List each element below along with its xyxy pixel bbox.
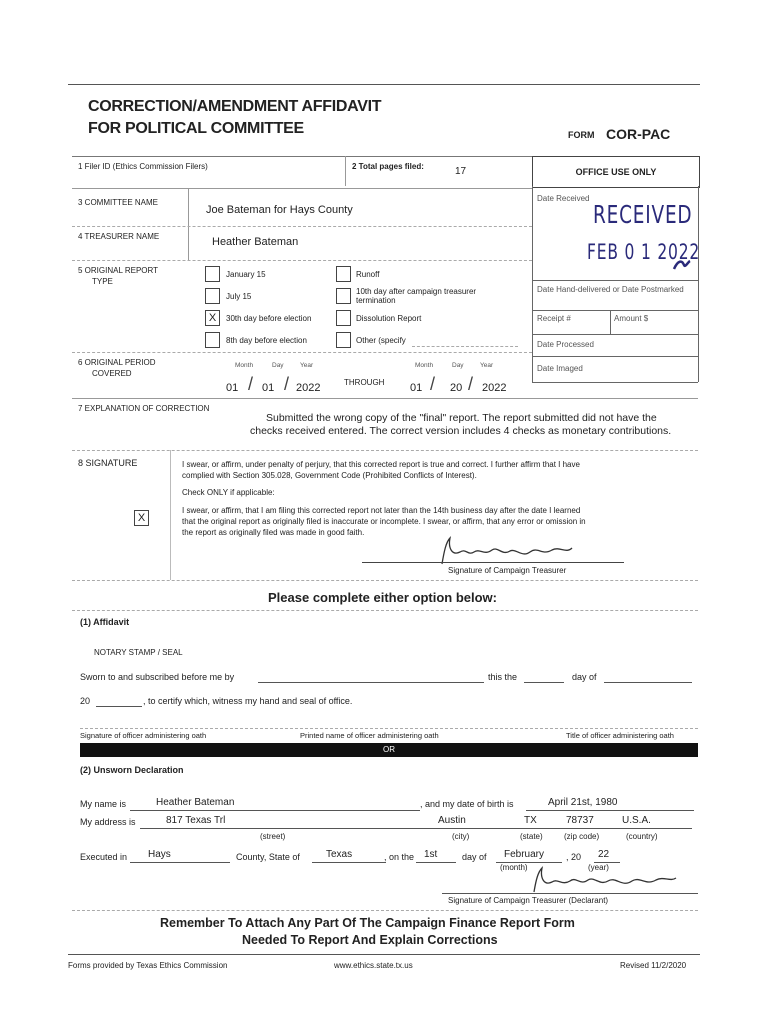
street-caption: (street) — [260, 832, 286, 841]
day-line — [416, 862, 456, 863]
to-year[interactable]: 2022 — [482, 382, 507, 394]
period-label: 6 ORIGINAL PERIOD — [78, 358, 156, 367]
committee-name-label: 3 COMMITTEE NAME — [78, 198, 159, 207]
from-day[interactable]: 01 — [262, 382, 275, 394]
divider — [72, 910, 698, 911]
checkbox-good-faith[interactable]: X — [134, 510, 149, 526]
date-received-label: Date Received — [537, 194, 590, 203]
divider — [72, 610, 698, 611]
divider — [698, 186, 699, 382]
revised-date: Revised 11/2/2020 — [620, 961, 687, 970]
divider — [72, 352, 532, 353]
city-value[interactable]: Austin — [438, 815, 466, 826]
title-officer-caption: Title of officer administering oath — [566, 731, 674, 740]
county-line — [130, 862, 230, 863]
state-name[interactable]: Texas — [326, 849, 353, 860]
year-prefix: 20 — [80, 696, 91, 706]
filer-id-label: 1 Filer ID (Ethics Commission Filers) — [78, 162, 208, 171]
checkbox-10th-day[interactable] — [336, 288, 351, 304]
state-line — [312, 862, 386, 863]
svg-text:Bateman: Bateman — [572, 892, 577, 893]
month-caption: Month — [235, 362, 254, 369]
my-name-is: My name is — [80, 799, 127, 809]
report-type-label: 5 ORIGINAL REPORT — [78, 266, 159, 275]
dob-line — [526, 810, 694, 811]
zip-caption: (zip code) — [564, 832, 600, 841]
received-date-stamp: FEB 0 1 2022 — [587, 240, 701, 264]
country-value[interactable]: U.S.A. — [622, 815, 651, 826]
divider — [72, 188, 532, 189]
year-caption-decl: (year) — [588, 863, 609, 872]
sig-text1: I swear, or affirm, under penalty of perjury, that this corrected report is true and correct. I further affirm that I have — [182, 460, 580, 469]
explanation-line2[interactable]: checks received entered. The correct version includes 4 checks as monetary contributions. — [250, 425, 672, 437]
sig-officer-caption: Signature of officer administering oath — [80, 731, 207, 740]
checkbox-30th-day[interactable]: X — [205, 310, 220, 326]
unsworn-title: (2) Unsworn Declaration — [80, 765, 184, 775]
option-january-15: January 15 — [226, 270, 266, 279]
sworn-text: Sworn to and subscribed before me by — [80, 672, 235, 682]
declarant-signature-line[interactable] — [442, 893, 698, 894]
executed-in: Executed in — [80, 852, 128, 862]
sig-text5: the report as originally filed was made in good faith. — [182, 528, 365, 537]
sig-text3: I swear, or affirm, that I am filing this corrected report not later than the 14th business day after the date I learned — [182, 506, 581, 515]
year-caption-2: Year — [480, 362, 494, 369]
treasurer-name-value[interactable]: Heather Bateman — [212, 236, 299, 248]
checkbox-8th-day[interactable] — [205, 332, 220, 348]
hand-delivered-label: Date Hand-delivered or Date Postmarked — [537, 285, 684, 294]
month-caption-decl: (month) — [500, 863, 528, 872]
this-the: this the — [488, 672, 518, 682]
sworn-year-line[interactable] — [96, 706, 142, 707]
day-value[interactable]: 1st — [424, 849, 438, 860]
or-separator: OR — [80, 743, 698, 757]
date-imaged-label: Date Imaged — [537, 364, 583, 373]
divider — [532, 280, 698, 281]
from-month[interactable]: 01 — [226, 382, 239, 394]
declarant-name[interactable]: Heather Bateman — [156, 797, 235, 808]
checkbox-july-15[interactable] — [205, 288, 220, 304]
office-use-header — [532, 156, 700, 188]
option-july-15: July 15 — [226, 292, 252, 301]
year-comma: , 20 — [566, 852, 582, 862]
svg-text:Bateman: Bateman — [480, 562, 485, 563]
divider — [532, 356, 698, 357]
sig-text2: complied with Section 305.028, Government Code (Prohibited Conflicts of Interest). — [182, 471, 477, 480]
address-label: My address is — [80, 817, 136, 827]
sworn-name-line[interactable] — [258, 682, 484, 683]
form-title-line1: CORRECTION/AMENDMENT AFFIDAVIT — [88, 98, 382, 115]
treasurer-name-label: 4 TREASURER NAME — [78, 232, 160, 241]
checkbox-january-15[interactable] — [205, 266, 220, 282]
sworn-month-line[interactable] — [604, 682, 692, 683]
certify-text: , to certify which, witness my hand and seal of office. — [143, 696, 353, 706]
check-only: Check ONLY if applicable: — [182, 488, 275, 497]
option-8th-day: 8th day before election — [226, 336, 307, 345]
option-30th-day: 30th day before election — [226, 314, 312, 323]
divider — [610, 310, 611, 334]
on-the: , on the — [384, 852, 415, 862]
divider — [72, 580, 698, 581]
divider — [532, 310, 698, 311]
signature-caption: Signature of Campaign Treasurer — [448, 566, 567, 575]
name-line — [130, 810, 420, 811]
declarant-signature — [524, 866, 684, 896]
sig-text4: that the original report as originally filed is inaccurate or incomplete. I swear, or affirm, that any error or omission in — [182, 517, 586, 526]
explanation-label: 7 EXPLANATION OF CORRECTION — [78, 404, 210, 413]
from-year[interactable]: 2022 — [296, 382, 321, 394]
state-value[interactable]: TX — [524, 815, 537, 826]
form-title-line2: FOR POLITICAL COMMITTEE — [88, 120, 304, 137]
street-value[interactable]: 817 Texas Trl — [166, 815, 226, 826]
day-of: day of — [572, 672, 597, 682]
divider — [72, 398, 698, 399]
options-heading: Please complete either option below: — [268, 590, 497, 605]
country-caption: (country) — [626, 832, 658, 841]
divider — [532, 186, 533, 382]
zip-value[interactable]: 78737 — [566, 815, 594, 826]
to-month[interactable]: 01 — [410, 382, 423, 394]
signature-label: 8 SIGNATURE — [78, 458, 138, 468]
received-stamp: RECEIVED — [593, 200, 693, 229]
checkbox-runoff[interactable] — [336, 266, 351, 282]
form-code: COR-PAC — [606, 126, 671, 142]
notary-label: NOTARY STAMP / SEAL — [94, 648, 183, 657]
dob-value[interactable]: April 21st, 1980 — [548, 797, 618, 808]
period-label2: COVERED — [92, 369, 132, 378]
option-dissolution: Dissolution Report — [356, 314, 422, 323]
divider — [170, 450, 171, 580]
divider — [345, 156, 346, 186]
option-runoff: Runoff — [356, 270, 380, 279]
divider — [72, 260, 532, 261]
option-other: Other (specify — [356, 336, 406, 345]
year-caption: Year — [300, 362, 314, 369]
divider — [532, 334, 698, 335]
checkbox-other[interactable] — [336, 332, 351, 348]
explanation-line1[interactable]: Submitted the wrong copy of the "final" report. The report submitted did not have the — [266, 412, 657, 424]
county-state: County, State of — [236, 852, 300, 862]
receipt-label: Receipt # — [537, 314, 571, 323]
dob-label: , and my date of birth is — [420, 799, 514, 809]
year-value[interactable]: 22 — [598, 849, 610, 860]
committee-name-value[interactable]: Joe Bateman for Hays County — [206, 204, 353, 216]
day-caption: Day — [272, 362, 284, 369]
form-label: FORM — [568, 130, 595, 140]
divider — [72, 450, 698, 451]
remember-line1: Remember To Attach Any Part Of The Campaign Finance Report Form — [160, 916, 575, 930]
divider — [188, 188, 189, 260]
to-day[interactable]: 20 — [450, 382, 463, 394]
affidavit-title: (1) Affidavit — [80, 617, 130, 627]
day-of-2: day of — [462, 852, 487, 862]
sworn-day-line[interactable] — [524, 682, 564, 683]
other-specify-line[interactable] — [412, 346, 518, 347]
city-caption: (city) — [452, 832, 470, 841]
total-pages-value: 17 — [455, 166, 467, 177]
option-10th-day: 10th day after campaign treasurer termination — [356, 287, 477, 305]
divider — [532, 382, 698, 383]
office-use-title: OFFICE USE ONLY — [575, 167, 657, 177]
report-type-label2: TYPE — [92, 277, 113, 286]
divider — [72, 226, 532, 227]
month-value[interactable]: February — [504, 849, 545, 860]
total-pages-label: 2 Total pages filed: — [352, 162, 424, 171]
month-caption-2: Month — [415, 362, 434, 369]
state-caption: (state) — [520, 832, 543, 841]
address-line — [140, 828, 692, 829]
declarant-caption: Signature of Campaign Treasurer (Declarant) — [448, 896, 609, 905]
amount-label: Amount $ — [614, 314, 649, 323]
divider — [68, 954, 700, 955]
date-processed-label: Date Processed — [537, 340, 594, 349]
initials-mark-icon — [672, 258, 692, 272]
day-caption-2: Day — [452, 362, 464, 369]
remember-line2: Needed To Report And Explain Corrections — [242, 933, 498, 947]
provided-by: Forms provided by Texas Ethics Commission — [68, 961, 228, 970]
county-value[interactable]: Hays — [148, 849, 171, 860]
through-label: THROUGH — [344, 378, 385, 387]
divider — [80, 728, 698, 729]
printed-officer-caption: Printed name of officer administering oath — [300, 731, 439, 740]
signature-line[interactable] — [362, 562, 624, 563]
checkbox-dissolution[interactable] — [336, 310, 351, 326]
website-link[interactable]: www.ethics.state.tx.us — [334, 961, 413, 970]
